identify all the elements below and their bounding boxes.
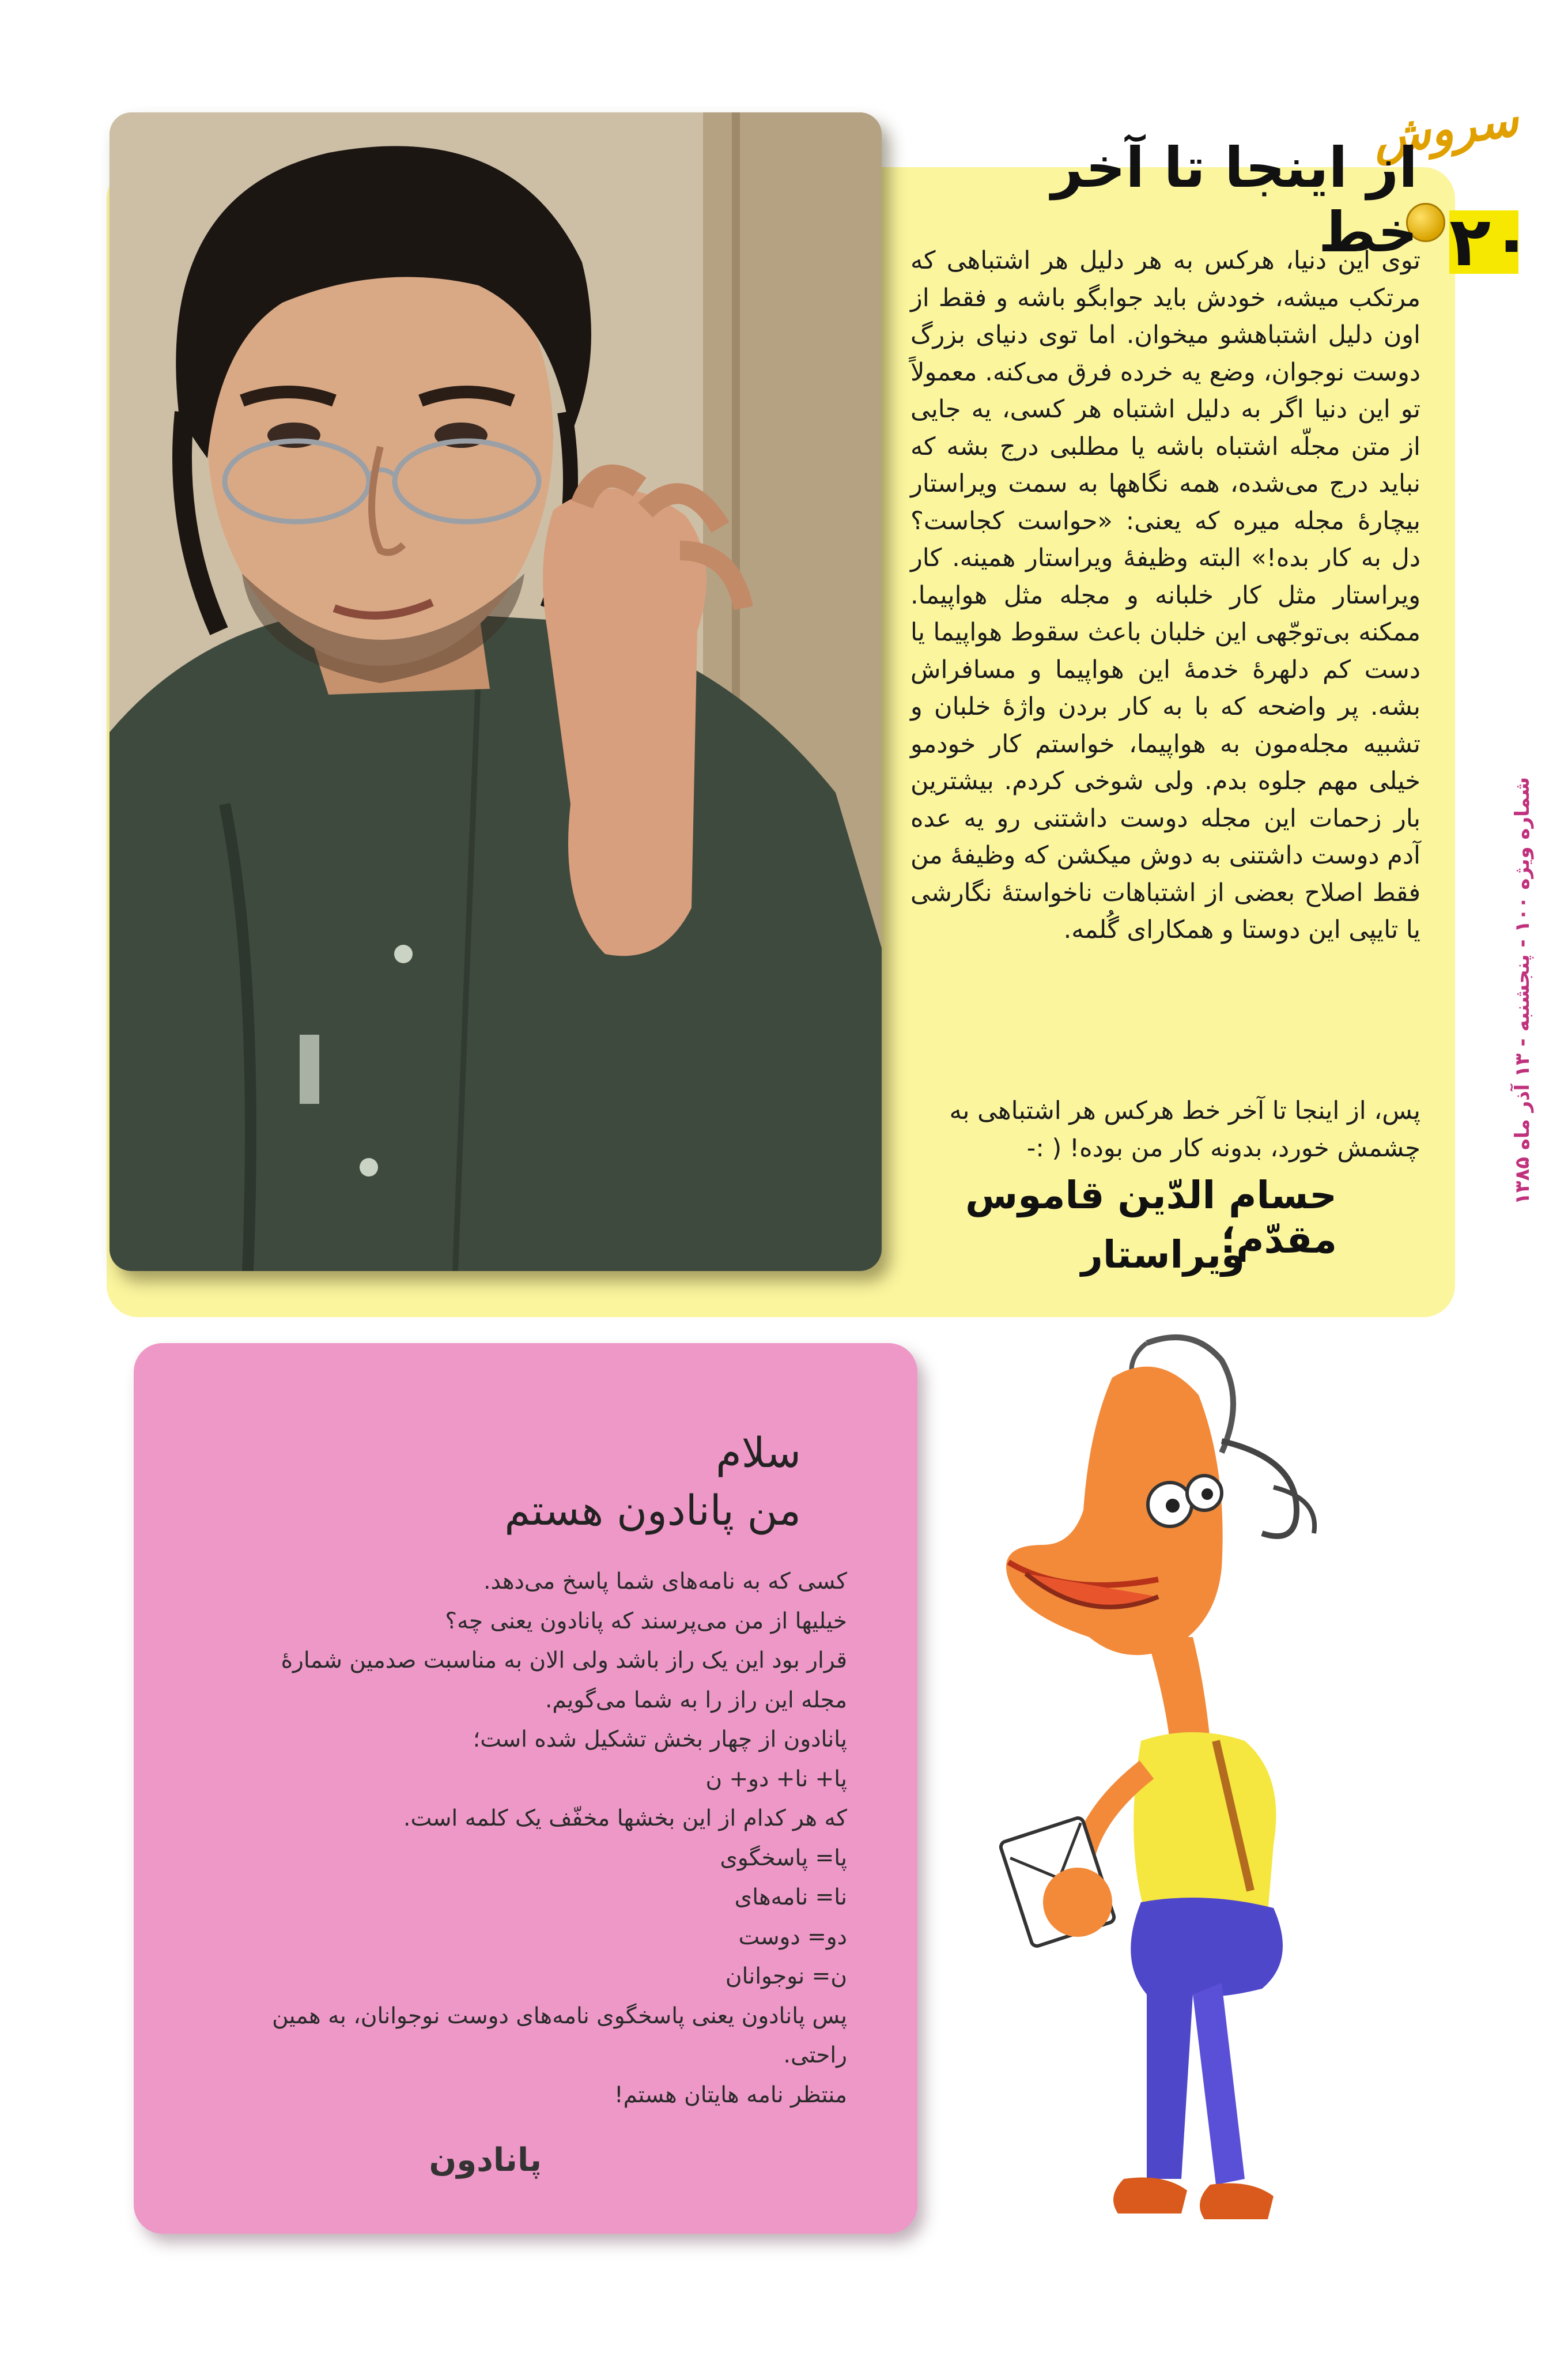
explanation-line: نا= نامه‌های bbox=[734, 1884, 847, 1910]
author-role: ویراستار bbox=[1080, 1232, 1245, 1277]
explanation-line: ن= نوجوانان bbox=[725, 1963, 847, 1989]
explanation-line: که هر کدام از این بخشها مخفّف یک کلمه است. bbox=[403, 1805, 847, 1831]
cartoon-character-drawing bbox=[974, 1326, 1412, 2283]
greeting-line-1: سلام bbox=[716, 1428, 801, 1477]
issue-caption-text: شماره ویژه ۱۰۰ - پنجشنبه - ۱۳ آذر ماه ۱۳۸۵ bbox=[1511, 776, 1534, 1205]
explanation-line: پا+ نا+ دو+ ن bbox=[705, 1766, 847, 1792]
panadoon-greeting bbox=[173, 1424, 801, 1539]
article-ending: پس، از اینجا تا آخر خط هرکس هر اشتباهی به چشمش خورد، بدونه کار من بوده! ( :- bbox=[949, 1096, 1420, 1163]
page-number: ۲۰ bbox=[1449, 202, 1533, 281]
panadoon-character-illustration bbox=[974, 1326, 1412, 2283]
explanation-line: راحتی. bbox=[783, 2042, 847, 2068]
explanation-line: منتظر نامه هایتان هستم! bbox=[614, 2082, 847, 2108]
article-title: از اینجا تا آخر خط bbox=[1051, 135, 1418, 265]
explanation-line: پا= پاسخگوی bbox=[720, 1845, 847, 1871]
panadoon-explanation bbox=[167, 1562, 847, 2115]
magazine-logo: سروش bbox=[1369, 92, 1522, 167]
panadoon-signature: پانادون bbox=[429, 2141, 542, 2179]
greeting-line-2: من پانادون هستم bbox=[504, 1486, 801, 1534]
explanation-line: پانادون از چهار بخش تشکیل شده است؛ bbox=[473, 1726, 847, 1752]
explanation-line: خیلیها از من می‌پرسند که پانادون یعنی چه؟ bbox=[445, 1608, 847, 1634]
explanation-line: کسی که به نامه‌های شما پاسخ می‌دهد. bbox=[483, 1568, 847, 1594]
explanation-line: پس پانادون یعنی پاسخگوی نامه‌های دوست نوجوانان، به همین bbox=[272, 2003, 847, 2029]
article-body: توی این دنیا، هرکس به هر دلیل هر اشتباهی که مرتکب میشه، خودش باید جوابگو باشه و فقط از اون دلیل اشتباهشو میخوان. اما توی دنیای بزرگ دوست نوجوان، وضع یه خرده فرق می‌کنه. معمولاً تو این دنیا اگر به دلیل اشتباه هر کسی، یه جایی از متن مجلّه اشتباه باشه یا مطلبی درج بشه که نباید درج می‌شده، همه نگاهها به سمت ویراستار بیچارهٔ مجله میره که یعنی: «حواست کجاست؟ دل به کار بده!» البته وظیفهٔ ویراستار همینه. کار ویراستار مثل کار خلبانه و مجله مثل هواپیما. ممکنه بی‌توجّهی این خلبان باعث سقوط هواپیما یا دست کم دلهرهٔ خدمهٔ این هواپیما و مسافراش بشه. پر واضحه که با به کار بردن واژهٔ خلبان و تشبیه مجله‌مون به هواپیما، خواستم کار خودمو خیلی مهم جلوه بدم. ولی شوخی کردم. بیشترین بار زحمات این مجله دوست داشتنی رو یه عده آدم دوست داشتنی به دوش میکشن که وظیفهٔ من فقط اصلاح بعضی از اشتباهات ناخواستهٔ نگارشی یا تایپی این دوستا و همکارای گُلمه. bbox=[910, 246, 1420, 944]
explanation-line: قرار بود این یک راز باشد ولی الان به مناسبت صدمین شمارهٔ bbox=[281, 1647, 847, 1673]
issue-caption bbox=[1446, 776, 1534, 1205]
editor-photo bbox=[109, 112, 882, 1271]
explanation-line: دو= دوست bbox=[738, 1924, 847, 1950]
explanation-line: مجله این راز را به شما می‌گویم. bbox=[545, 1687, 847, 1713]
author-name: حسام الدّین قاموس مقدّم؛ bbox=[965, 1173, 1337, 1262]
editor-portrait-drawing bbox=[109, 112, 882, 1271]
